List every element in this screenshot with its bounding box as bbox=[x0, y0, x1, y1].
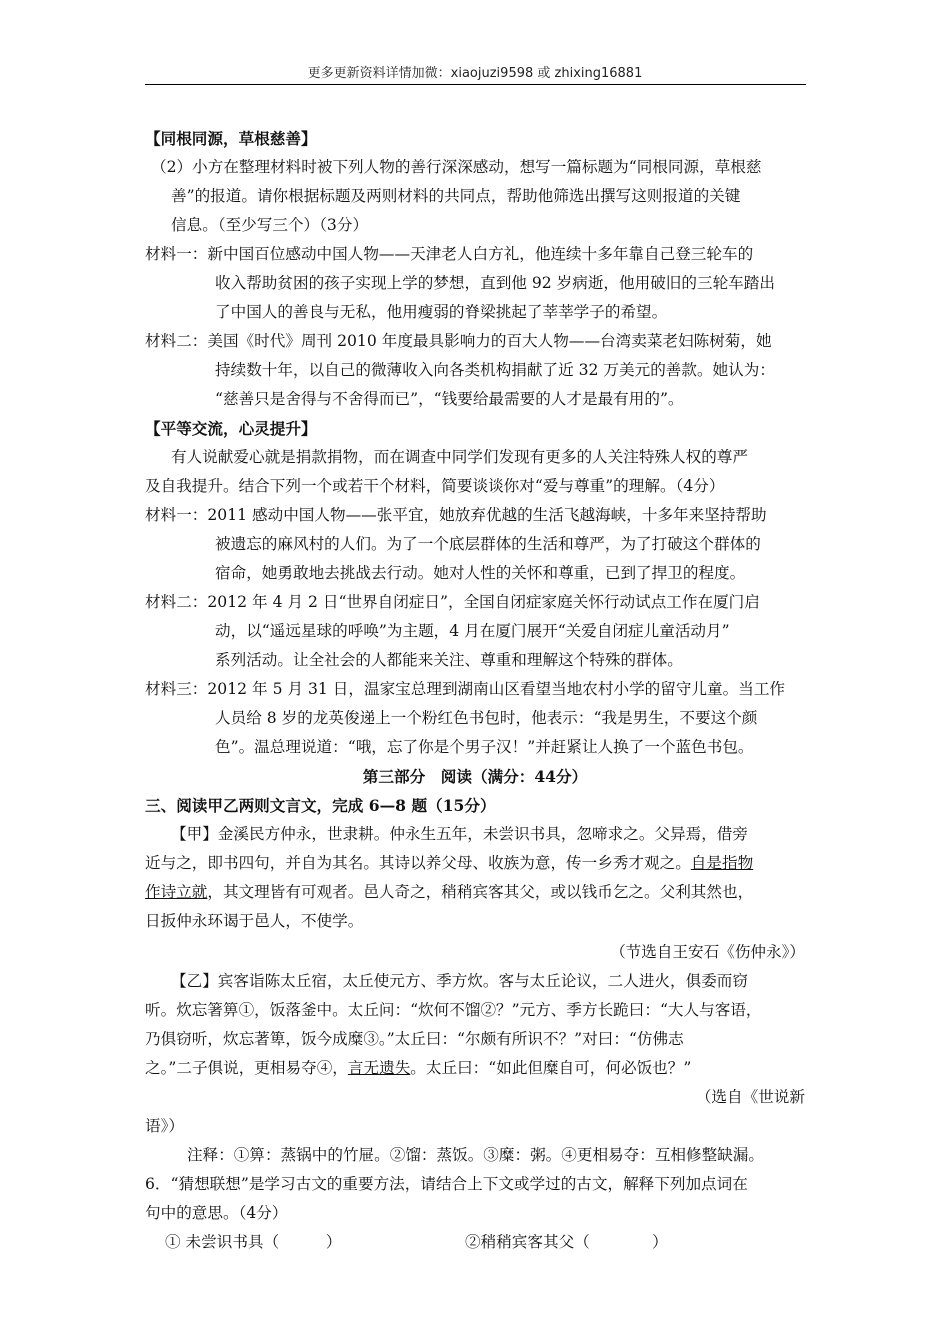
question-text: 善”的报道。请你根据标题及两则材料的共同点，帮助他筛选出撰写这则报道的关键 bbox=[171, 187, 741, 205]
question-text: 信息。（至少写三个）（3分） bbox=[171, 216, 369, 234]
material-text: 收入帮助贫困的孩子实现上学的梦想，直到他 92 岁病逝，他用破旧的三轮车踏出 bbox=[215, 274, 775, 292]
paragraph-text: 及自我提升。结合下列一个或若干个材料，简要谈谈你对“爱与尊重”的理解。（4分） bbox=[145, 477, 725, 495]
material-text: 持续数十年，以自己的微薄收入向各类机构捐献了近 32 万美元的善款。她认为： bbox=[215, 361, 775, 379]
page-header: 更多更新资料详情加微：xiaojuzi9598 或 zhixing16881 bbox=[307, 66, 643, 81]
header-divider bbox=[145, 84, 806, 85]
annotation-notes: 注释：①箅：蒸锅中的竹屉。②馏：蒸饭。③糜：粥。④更相易夺：互相修整缺漏。 bbox=[187, 1146, 764, 1164]
part-title: 第三部分 阅读（满分：44分） bbox=[362, 767, 588, 786]
source-citation: （选自《世说新 bbox=[695, 1088, 805, 1106]
classical-text-yi: 之。”二子俱说，更相易夺④，言无遗失。太丘曰：“如此但糜自可，何必饭也？” bbox=[145, 1059, 692, 1077]
answer-blank-2: ②稍稍宾客其父（ ） bbox=[465, 1233, 668, 1251]
paragraph-text: 有人说献爱心就是捐款捐物，而在调查中同学们发现有更多的人关注特殊人权的尊严 bbox=[171, 448, 748, 466]
material-text: “慈善只是舍得与不舍得而已”，“钱要给最需要的人才是最有用的”。 bbox=[215, 390, 684, 408]
material-text: 材料一：新中国百位感动中国人物——天津老人白方礼，他连续十多年靠自己登三轮车的 bbox=[145, 245, 754, 263]
material-text: 宿命，她勇敢地去挑战去行动。她对人性的关怀和尊重，已到了捍卫的程度。 bbox=[215, 564, 746, 582]
question-text: 句中的意思。（4分） bbox=[145, 1204, 288, 1222]
material-text: 动，以“遥远星球的呼唤”为主题，4 月在厦门展开“关爱自闭症儿童活动月” bbox=[215, 622, 730, 640]
classical-text-jia: 近与之，即书四句，并自为其名。其诗以养父母、收族为意，传一乡秀才观之。自是指物 bbox=[145, 854, 754, 872]
section-heading: 【同根同源，草根慈善】 bbox=[145, 129, 317, 148]
section-heading: 【平等交流，心灵提升】 bbox=[145, 419, 317, 438]
source-citation: 语》） bbox=[145, 1117, 184, 1135]
classical-text-yi: 乃俱窃听，炊忘著箄，饭今成糜③。”太丘曰：“尔颇有所识不？”对曰：“仿佛志 bbox=[145, 1030, 684, 1048]
document-body bbox=[145, 124, 805, 1257]
material-text: 系列活动。让全社会的人都能来关注、尊重和理解这个特殊的群体。 bbox=[215, 651, 683, 669]
source-citation: （节选自王安石《伤仲永》） bbox=[610, 943, 805, 961]
material-text: 被遗忘的麻风村的人们。为了一个底层群体的生活和尊严，为了打破这个群体的 bbox=[215, 535, 761, 553]
classical-text-yi: 听。炊忘箸箅①，饭落釜中。太丘问：“炊何不馏②？”元方、季方长跪曰：“大人与客语， bbox=[145, 1001, 762, 1019]
question-text: （2）小方在整理材料时被下列人物的善行深深感动，想写一篇标题为“同根同源，草根慈 bbox=[151, 158, 762, 176]
classical-text-yi: 【乙】宾客诣陈太丘宿，太丘使元方、季方炊。客与太丘论议，二人进火，俱委而窃 bbox=[171, 972, 748, 990]
answer-blanks bbox=[145, 1228, 805, 1257]
material-text: 人员给 8 岁的龙英俊递上一个粉红色书包时，他表示：“我是男生，不要这个颜 bbox=[215, 709, 758, 727]
section-heading: 三、阅读甲乙两则文言文，完成 6—8 题（15分） bbox=[145, 796, 496, 815]
underlined-phrase: 自是指物 bbox=[690, 854, 754, 872]
classical-text-jia: 【甲】金溪民方仲永，世隶耕。仲永生五年，未尝识书具，忽啼求之。父异焉，借旁 bbox=[171, 825, 748, 843]
question-text: 6．“猜想联想”是学习古文的重要方法，请结合上下文或学过的古文，解释下列加点词在 bbox=[145, 1175, 748, 1193]
material-text: 材料二：美国《时代》周刊 2010 年度最具影响力的百大人物——台湾卖菜老妇陈树菊，她 bbox=[145, 332, 772, 350]
material-text: 材料一：2011 感动中国人物——张平宜，她放弃优越的生活飞越海峡，十多年来坚持帮助 bbox=[145, 506, 767, 524]
underlined-phrase: 作诗立就 bbox=[145, 883, 208, 901]
underlined-phrase: 言无遗失 bbox=[347, 1059, 411, 1077]
material-text: 材料三：2012 年 5 月 31 日，温家宝总理到湖南山区看望当地农村小学的留守儿童。当工作 bbox=[145, 680, 786, 698]
material-text: 色”。温总理说道：“哦，忘了你是个男子汉！”并赶紧让人换了一个蓝色书包。 bbox=[215, 738, 754, 756]
classical-text-jia: 作诗立就，其文理皆有可观者。邑人奇之，稍稍宾客其父，或以钱币乞之。父利其然也， bbox=[145, 883, 754, 901]
material-text: 了中国人的善良与无私，他用瘦弱的脊梁挑起了莘莘学子的希望。 bbox=[215, 303, 668, 321]
answer-blank-1: ① 未尝识书具（ ） bbox=[165, 1233, 342, 1251]
material-text: 材料二：2012 年 4 月 2 日“世界自闭症日”，全国自闭症家庭关怀行动试点工作在厦门启 bbox=[145, 593, 760, 611]
classical-text-jia: 日扳仲永环谒于邑人，不使学。 bbox=[145, 912, 364, 930]
